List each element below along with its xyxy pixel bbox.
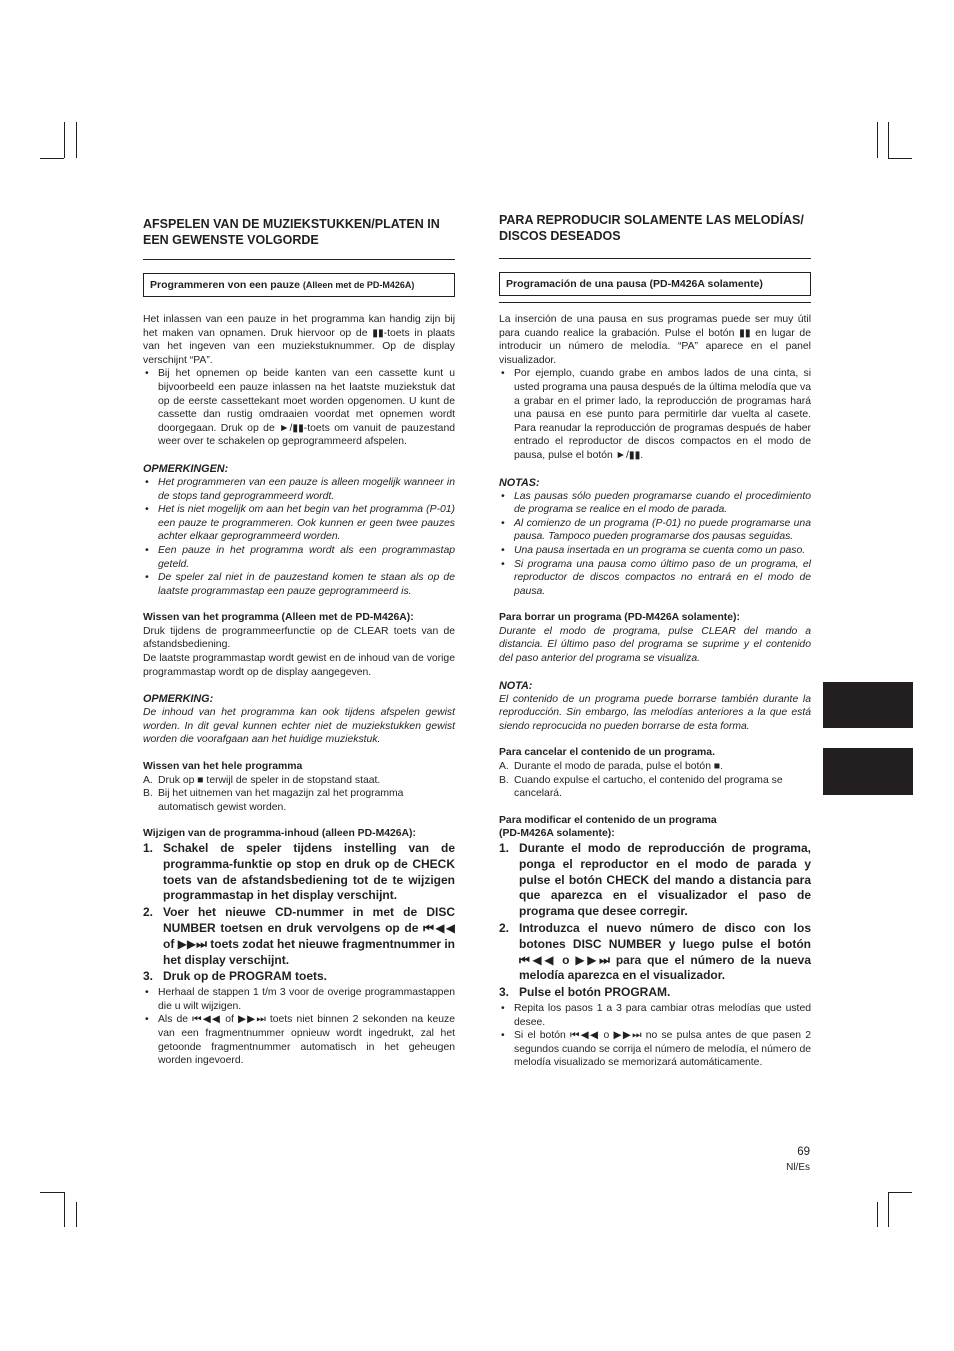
note-item: • Si programa una pausa como último paso de un programa, el reproductor de discos compactos no entrará en el modo de pausa.	[499, 558, 811, 599]
step-item-label: 1.	[499, 841, 510, 855]
clear-text: Durante el modo de programa, pulse CLEAR del mando a distancia. El último paso del programa se suprime y el contenido del paso anterior del programa se visualiza.	[499, 625, 811, 665]
step-item-text: Voer het nieuwe CD-nummer in met de DISC NUMBER toetsen en druk vervolgens op de ⏮◀◀ of ▶▶⏭ toets zodat het nieuwe fragmentnummer in het display verschijnt.	[163, 905, 455, 967]
bullet-item: • Si el botón ⏮◀◀ o ▶▶⏭ no se pulsa antes de que pasen 2 segundos cuando se corrija el número de melodía, el número de melodía visualizado se memorizará automáticamente.	[499, 1029, 811, 1070]
list-item	[499, 760, 811, 774]
language-tab	[823, 748, 913, 795]
cancel-heading: Para cancelar el contenido de un programa.	[499, 747, 715, 759]
list-item-label: B.	[143, 788, 153, 800]
lettered-list	[143, 774, 455, 815]
step-item-text: Druk op de PROGRAM toets.	[163, 969, 328, 984]
crop-mark	[888, 158, 912, 159]
bullet-list	[143, 367, 455, 449]
box-title: Programación de una pausa (PD-M426A solamente)	[506, 278, 763, 290]
notes-list	[499, 490, 811, 599]
notes-heading: NOTAS:	[499, 476, 540, 489]
clear-heading: Wissen van het programma (Alleen met de PD-M426A):	[143, 612, 414, 624]
list-item-label: A.	[499, 761, 509, 773]
bullet-item: • Por ejemplo, cuando grabe en ambos lados de una cinta, si usted programa una pausa después de la última melodía que va a grabar en el primer lado, la reproducción de programas hará una pausa en ese punto para permitirle dar vuelta al casete. Para reanudar la reproducción de programas después de haber entrado el reproductor de discos compactos en el modo de pausa, pulse el botón ►/▮▮.	[499, 367, 811, 462]
step-item-label: 2.	[499, 920, 510, 935]
bullet-list	[499, 1002, 811, 1070]
bullet-item: • Repita los pasos 1 a 3 para cambiar otras melodías que usted desee.	[499, 1002, 811, 1029]
list-item-text: Durante el modo de parada, pulse el botón ■.	[514, 761, 724, 773]
step-item	[499, 921, 811, 984]
box-title: Programmeren von een pauze	[150, 279, 300, 291]
note-item: • Het is niet mogelijk om aan het begin van het programma (P-01) een pauze te programmeren. Ook kunnen er geen twee pauzes achter elkaar geprogrammeerd worden.	[143, 503, 455, 544]
crop-mark	[888, 1192, 912, 1193]
list-item	[499, 774, 811, 801]
clear-all-heading: Wissen van het hele programma	[143, 761, 303, 773]
crop-mark	[888, 1192, 889, 1227]
step-item-text: Durante el modo de reproducción de programa, ponga el reproductor en el modo de parada y pulse el botón CHECK del mando a distancia para que aparezca en el visualizador el paso de programa que desee corregir.	[519, 841, 811, 919]
note-item: • De speler zal niet in de pauzestand komen te staan als op de laatste programmastap een pauze geprogrammeerd is.	[143, 571, 455, 598]
page-number: 69	[797, 1146, 810, 1158]
list-item	[143, 774, 455, 788]
crop-mark	[76, 1202, 77, 1227]
clear-text: Druk tijdens de programmeerfunctie op de CLEAR toets van de afstandsbediening.	[143, 625, 455, 651]
divider	[499, 258, 811, 259]
note-item: • Una pausa insertada en un programa se cuenta como un paso.	[499, 544, 811, 558]
subsection-box	[143, 273, 455, 297]
bullet-item: • Als de ⏮◀◀ of ▶▶⏭ toets niet binnen 2 sekonden na keuze van een fragmentnummer opnieuw wordt ingedrukt, zal het getoonde fragmentnummer automatisch in het geheugen worden ingevoerd.	[143, 1013, 455, 1067]
note-item: • Al comienzo de un programa (P-01) no puede programarse una pausa. Tampoco pueden programarse dos pausas seguidas.	[499, 517, 811, 544]
step-item-label: 3.	[143, 969, 154, 984]
modify-heading: (PD-M426A solamente):	[499, 828, 615, 840]
bullet-list	[143, 986, 455, 1068]
step-item-label: 2.	[143, 905, 154, 920]
section-heading: AFSPELEN VAN DE MUZIEKSTUKKEN/PLATEN IN EEN GEWENSTE VOLGORDE	[143, 217, 440, 247]
note-heading: OPMERKING:	[143, 693, 214, 706]
crop-mark	[64, 122, 65, 158]
crop-mark	[888, 122, 889, 158]
bullet-item: • Herhaal de stappen 1 t/m 3 voor de overige programmastappen die u wilt wijzigen.	[143, 986, 455, 1013]
modify-heading: Wijzigen van de programma-inhoud (alleen PD-M426A):	[143, 828, 416, 840]
list-item-label: B.	[499, 774, 509, 786]
notes-list	[143, 476, 455, 598]
lettered-list	[499, 760, 811, 801]
language-tab	[823, 682, 913, 728]
step-item-label: 3.	[499, 985, 510, 1000]
section-heading: PARA REPRODUCIR SOLAMENTE LAS MELODÍAS/ DISCOS DESEADOS	[499, 213, 804, 243]
intro-text: La inserción de una pausa en sus programas puede ser muy útil para cuando realice la grabación. Pulse el botón ▮▮ en lugar de introducir un número de melodía. “PA” aparece en el panel visualizador.	[499, 314, 811, 366]
crop-mark	[64, 1192, 65, 1227]
step-item	[143, 841, 455, 904]
crop-mark	[40, 1192, 64, 1193]
note-heading: NOTA:	[499, 679, 533, 692]
step-item	[143, 969, 455, 985]
crop-mark	[877, 122, 878, 158]
notes-heading: OPMERKINGEN:	[143, 462, 229, 475]
spanish-column	[499, 212, 811, 1070]
clear-text: De laatste programmastap wordt gewist en de inhoud van de vorige programmastap wordt op de display aangegeven.	[143, 653, 455, 678]
step-item-label: 1.	[143, 841, 154, 855]
note-text: De inhoud van het programma kan ook tijdens afspelen gewist worden. In dit geval kunnen echter niet de muziekstukken gewist worden die voorafgaan aan het huidige muziekstuk.	[143, 707, 455, 746]
bullet-item: • Bij het opnemen op beide kanten van een cassette kunt u bijvoorbeeld een pauze inlassen na het laatste muziekstuk dat op de eerste cassettekant moet worden opgenomen. U kunt de cassette dan rustig omdraaien voordat met opnemen wordt doorgegaan. Druk op de ►/▮▮-toets om vanuit de pauzestand weer over te schakelen op geprogrammeerd afspelen.	[143, 367, 455, 449]
steps-list	[143, 841, 455, 985]
list-item-text: Druk op ■ terwijl de speler in de stopstand staat.	[158, 774, 381, 786]
list-item-text: Cuando expulse el cartucho, el contenido del programa se cancelará.	[514, 774, 783, 800]
crop-mark	[877, 1202, 878, 1227]
step-item-text: Pulse el botón PROGRAM.	[519, 985, 671, 1000]
crop-mark	[76, 122, 77, 158]
clear-heading: Para borrar un programa (PD-M426A solamente):	[499, 612, 740, 624]
step-item-text: Schakel de speler tijdens instelling van de programma-funktie op stop en druk op de CHECK toets van de afstandsbediening tot de te wijzigen programmastap in het display verschijnt.	[163, 841, 455, 903]
note-item: • Het programmeren van een pauze is alleen mogelijk wanneer in de stops tand geprogrammeerd wordt.	[143, 476, 455, 503]
steps-list	[499, 841, 811, 1001]
list-item	[143, 787, 455, 814]
intro-text: Het inlassen van een pauze in het programma kan handig zijn bij het maken van opnamen. Druk hiervoor op de ▮▮-toets in plaats van het ingeven van een muziekstuknummer. Op de display verschijnt “PA”.	[143, 314, 455, 366]
list-item-text: Bij het uitnemen van het magazijn zal het programma automatisch gewist worden.	[158, 788, 404, 813]
note-item: • Las pausas sólo pueden programarse cuando el procedimiento de programa se realice en el modo de parada.	[499, 490, 811, 517]
note-text: El contenido de un programa puede borrarse también durante la reproducción. Sin embargo, las melodías anteriores a la que está siendo reprocucida no pueden borrarse de esta forma.	[499, 693, 811, 732]
bullet-list	[499, 367, 811, 462]
dutch-column	[143, 212, 455, 1068]
note-item: • Een pauze in het programma wordt als een programmastap geteld.	[143, 544, 455, 571]
step-item	[499, 985, 811, 1001]
step-item	[143, 905, 455, 968]
crop-mark	[40, 158, 64, 159]
page-language: Nl/Es	[786, 1162, 810, 1173]
step-item	[499, 841, 811, 920]
step-item-text: Introduzca el nuevo número de disco con los botones DISC NUMBER y luego pulse el botón ⏮◀◀ o ▶▶⏭ para que el número de la nueva melodía aparezca en el visualizador.	[519, 920, 811, 983]
list-item-label: A.	[143, 774, 153, 786]
box-title-note: (Alleen met de PD-M426A)	[302, 280, 415, 290]
modify-heading: Para modificar el contenido de un programa	[499, 814, 717, 826]
subsection-box	[499, 272, 811, 296]
divider	[143, 259, 455, 260]
